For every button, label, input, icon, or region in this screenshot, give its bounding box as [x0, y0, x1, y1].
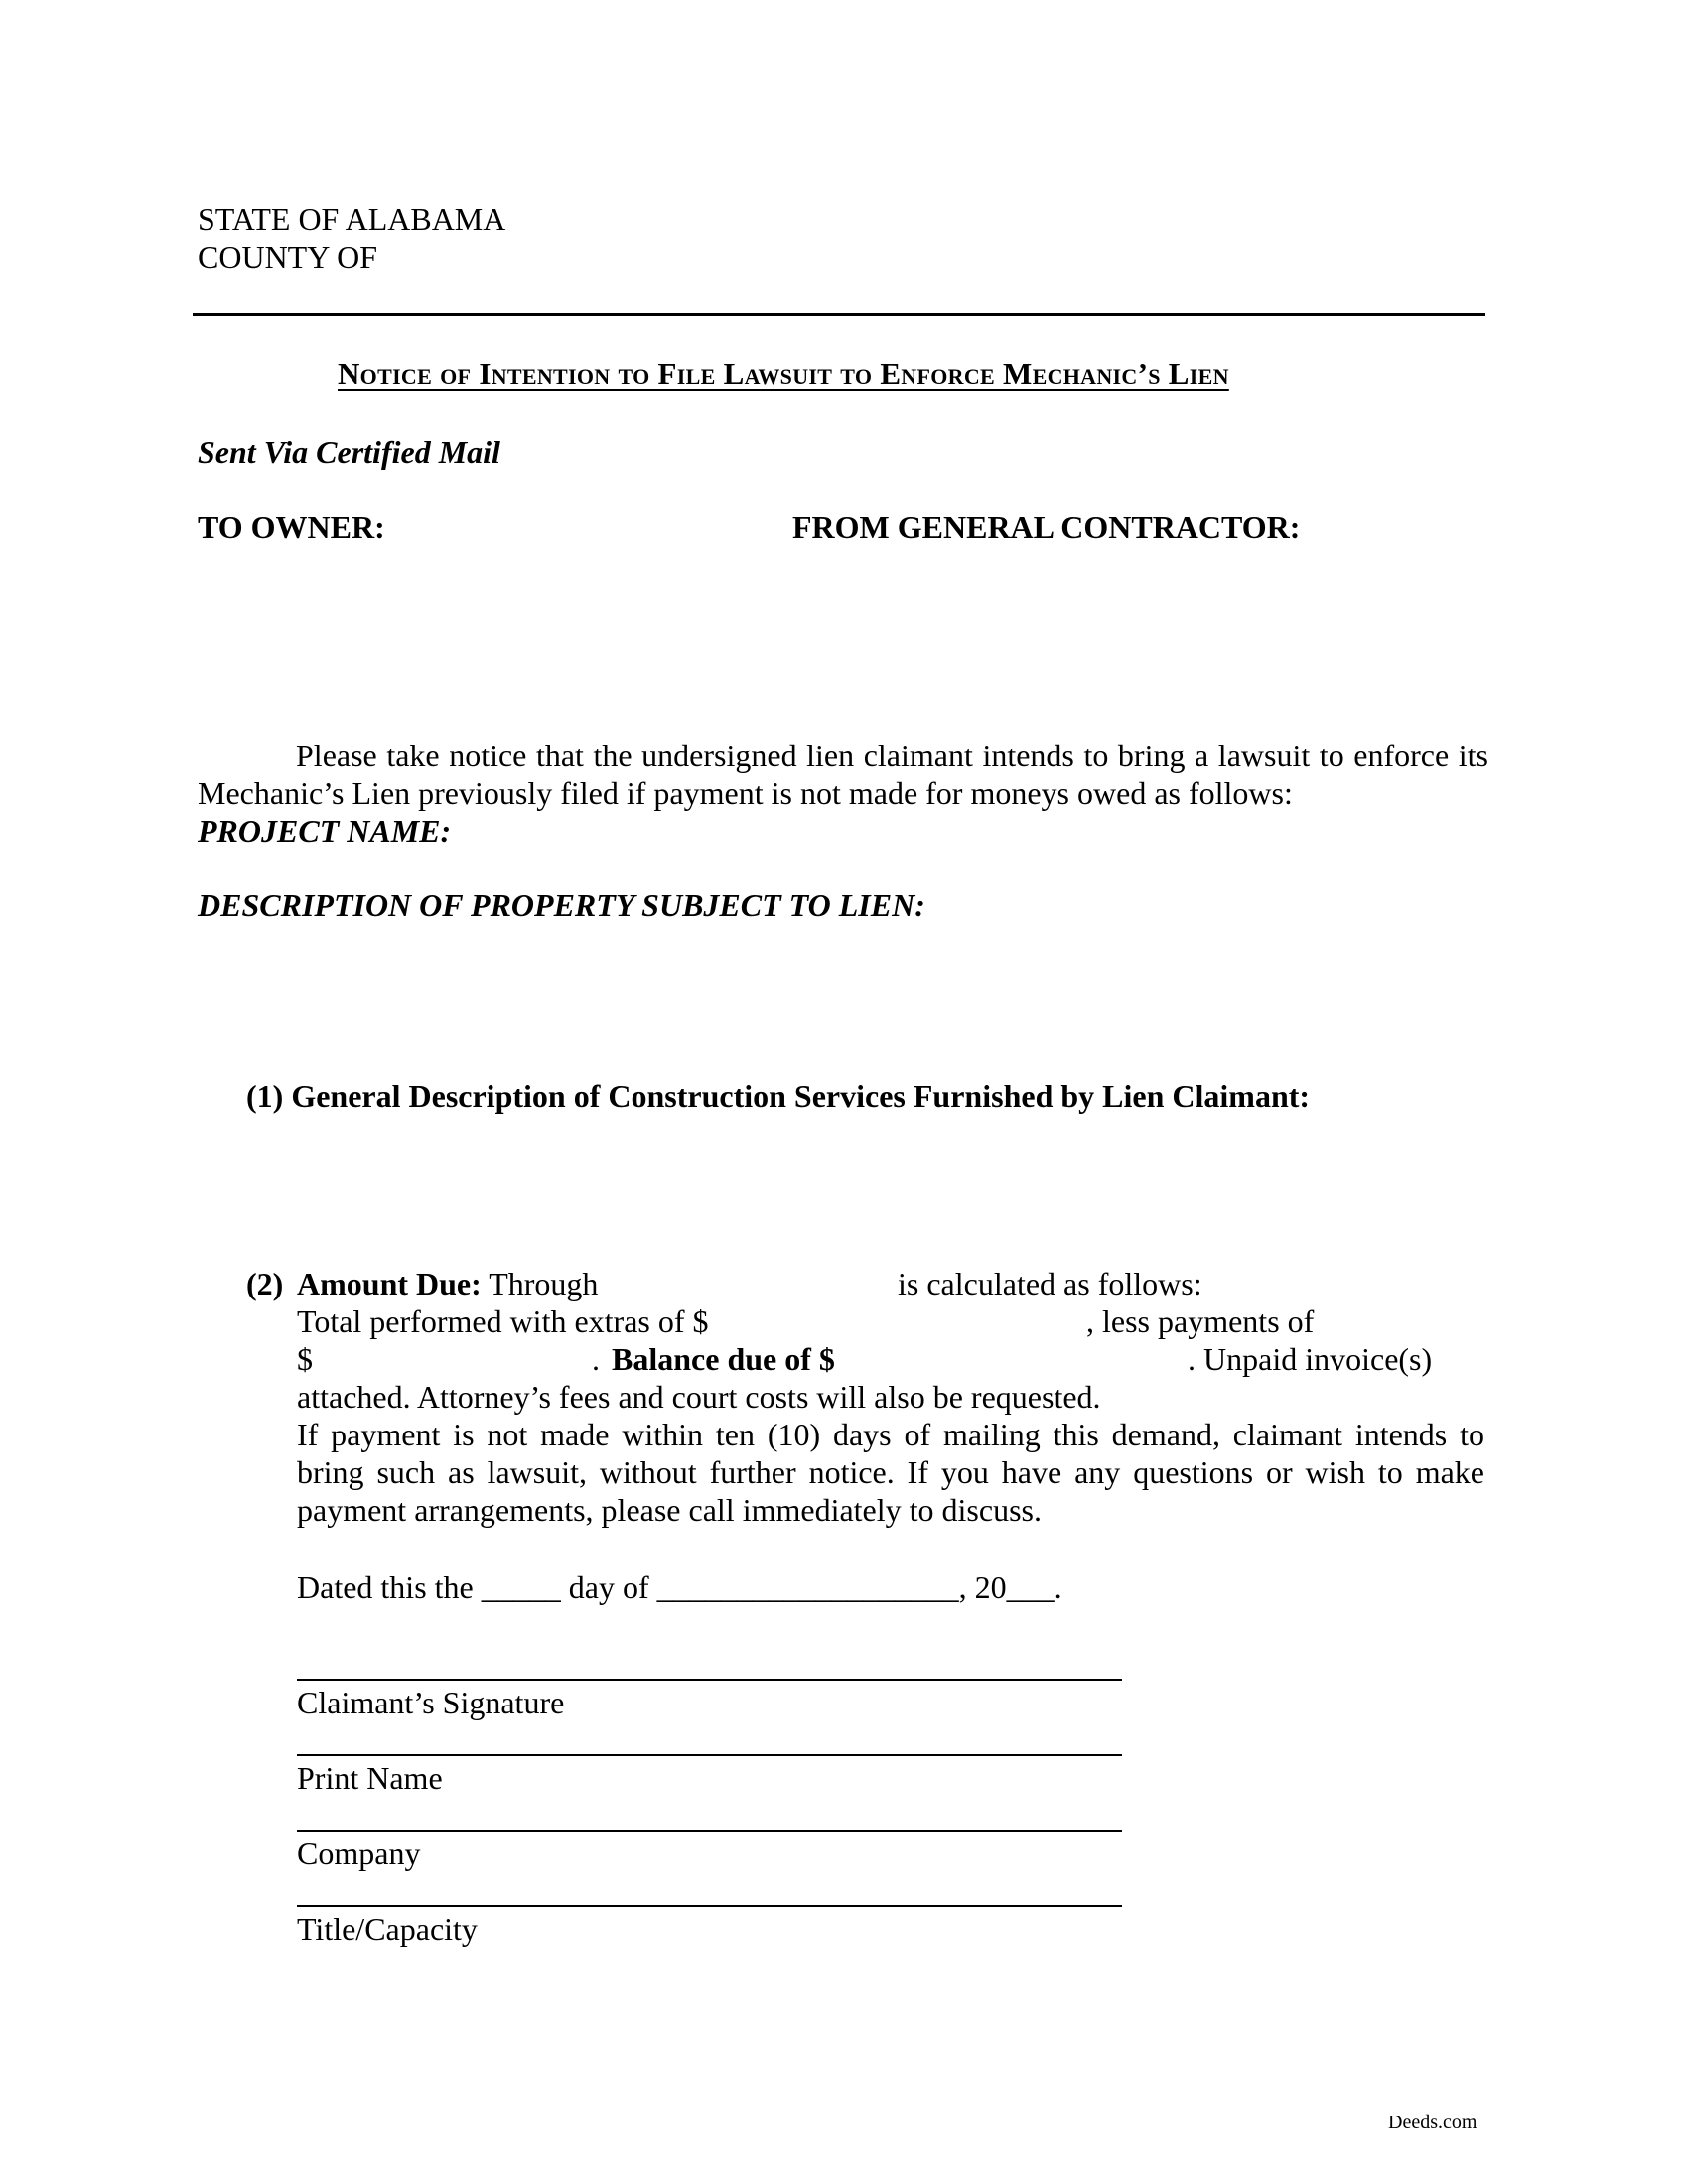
total-performed-text: Total performed with extras of $	[297, 1303, 709, 1339]
claimant-signature-label: Claimant’s Signature	[297, 1685, 565, 1720]
county-heading: COUNTY OF	[198, 239, 378, 275]
item-label: General Description of Construction Services Furnished by Lien Claimant:	[291, 1078, 1311, 1114]
calculated-text: is calculated as follows:	[898, 1266, 1202, 1301]
header-divider	[193, 313, 1485, 316]
company-label: Company	[297, 1836, 421, 1871]
from-contractor-label: FROM GENERAL CONTRACTOR:	[792, 509, 1301, 545]
company-line	[297, 1830, 1122, 1832]
footer-brand: Deeds.com	[1388, 2112, 1477, 2133]
print-name-label: Print Name	[297, 1760, 443, 1796]
balance-due-label: Balance due of $	[612, 1341, 835, 1377]
dated-line: Dated this the _____ day of ___________________, 20___.	[297, 1570, 1062, 1605]
title-capacity-line	[297, 1905, 1122, 1907]
print-name-line	[297, 1754, 1122, 1756]
project-name-label: PROJECT NAME:	[198, 813, 452, 849]
amount-due-number: (2)	[246, 1266, 284, 1301]
services-description-item	[246, 1077, 1310, 1115]
document-title: Notice of Intention to File Lawsuit to Enforce Mechanic’s Lien	[338, 356, 1229, 391]
less-payments-text: , less payments of	[1086, 1303, 1315, 1339]
title-capacity-label: Title/Capacity	[297, 1911, 478, 1947]
to-owner-label: TO OWNER:	[198, 509, 385, 545]
property-description-label: DESCRIPTION OF PROPERTY SUBJECT TO LIEN:	[198, 887, 925, 923]
balance-line	[297, 1340, 1484, 1378]
demand-paragraph: If payment is not made within ten (10) days of mailing this demand, claimant intends to bring such as lawsuit, without further notice. If you have any questions or wish to make payment arrangements, please call immediately to discuss.	[297, 1417, 1484, 1528]
delivery-method: Sent Via Certified Mail	[198, 434, 500, 470]
signature-line	[297, 1679, 1122, 1681]
total-performed-line	[297, 1302, 1484, 1340]
notice-paragraph-text: Please take notice that the undersigned lien claimant intends to bring a lawsuit to enforce its Mechanic’s Lien previously filed if payment is not made for moneys owed as follows:	[198, 738, 1488, 811]
attorney-fees-line: attached. Attorney’s fees and court costs will also be requested.	[297, 1379, 1101, 1415]
notice-paragraph	[198, 737, 1488, 812]
balance-prefix: .	[592, 1341, 600, 1377]
state-heading: STATE OF ALABAMA	[198, 202, 506, 237]
amount-due-line	[297, 1265, 1484, 1302]
unpaid-invoice-text: . Unpaid invoice(s)	[1188, 1341, 1433, 1377]
item-number: (1)	[246, 1078, 284, 1114]
dollar-sign: $	[297, 1341, 313, 1377]
amount-due-label: Amount Due:	[297, 1266, 482, 1301]
through-text: Through	[489, 1266, 599, 1301]
